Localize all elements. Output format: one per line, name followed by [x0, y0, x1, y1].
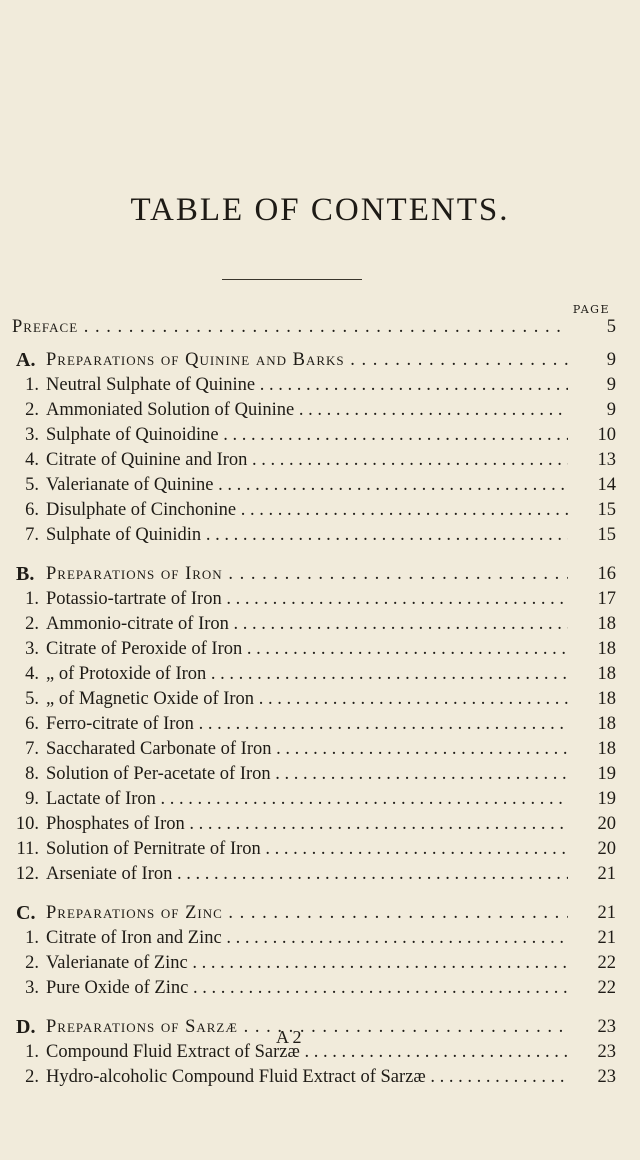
entry-number: 2. — [25, 1067, 39, 1087]
page-number: 23 — [597, 1017, 616, 1037]
entry-title: Preparations of Iron . . . — [46, 562, 568, 586]
page-number: 13 — [597, 450, 616, 470]
entry-title: Ammonio-citrate of Iron . . . — [46, 612, 568, 636]
entry-title: Solution of Per-acetate of Iron . . . — [46, 762, 568, 786]
page-number: 15 — [597, 525, 616, 545]
page-number: 23 — [597, 1042, 616, 1062]
page-number: 22 — [597, 978, 616, 998]
toc-entry — [0, 812, 640, 836]
entry-title: Solution of Pernitrate of Iron . . . — [46, 837, 568, 861]
entry-title: Potassio-tartrate of Iron . . . — [46, 587, 568, 611]
title-rule — [222, 279, 362, 280]
page-number: 18 — [597, 664, 616, 684]
entry-title: Preface . . . — [12, 315, 568, 339]
entry-title: Citrate of Peroxide of Iron . . . — [46, 637, 568, 661]
page-number: 18 — [597, 739, 616, 759]
toc-entry — [0, 687, 640, 711]
page-title: TABLE OF CONTENTS. — [130, 192, 510, 228]
page-number: 17 — [597, 589, 616, 609]
page-number: 18 — [597, 714, 616, 734]
entry-number: 2. — [25, 400, 39, 420]
entry-number: 10. — [15, 814, 39, 834]
page-number: 9 — [606, 350, 616, 370]
section-heading — [0, 562, 640, 586]
toc-entry — [0, 423, 640, 447]
page-number: 15 — [597, 500, 616, 520]
entry-title: Lactate of Iron . . . — [46, 787, 568, 811]
entry-number: 1. — [25, 1042, 39, 1062]
toc-entry — [0, 951, 640, 975]
toc-entry — [0, 976, 640, 1000]
entry-title: Sulphate of Quinoidine . . . — [46, 423, 568, 447]
entry-title: Saccharated Carbonate of Iron . . . — [46, 737, 568, 761]
toc-entry — [0, 662, 640, 686]
section-heading — [0, 901, 640, 925]
page-number: 5 — [606, 317, 616, 337]
entry-number: 3. — [25, 639, 39, 659]
entry-number: 5. — [25, 475, 39, 495]
entry-title: „ of Magnetic Oxide of Iron . . . — [46, 687, 568, 711]
page-number: 20 — [597, 839, 616, 859]
page-number: 9 — [606, 400, 616, 420]
entry-number: 4. — [25, 450, 39, 470]
preface-entry — [0, 315, 640, 339]
toc-entry — [0, 1065, 640, 1089]
entry-number: 7. — [25, 739, 39, 759]
entry-number: 3. — [25, 978, 39, 998]
entry-title: Ammoniated Solution of Quinine . . . — [46, 398, 568, 422]
entry-title: Neutral Sulphate of Quinine . . . — [46, 373, 568, 397]
entry-title: Sulphate of Quinidin . . . — [46, 523, 568, 547]
page-number: 23 — [597, 1067, 616, 1087]
entry-number: 8. — [25, 764, 39, 784]
entry-number: 3. — [25, 425, 39, 445]
section-letter: B. — [16, 563, 35, 585]
page-number: 22 — [597, 953, 616, 973]
entry-title: Preparations of Quinine and Barks . . . — [46, 348, 568, 372]
entry-title: Pure Oxide of Zinc . . . — [46, 976, 568, 1000]
entry-title: Citrate of Iron and Zinc . . . — [46, 926, 568, 950]
entry-number: 1. — [25, 375, 39, 395]
page-number: 21 — [597, 864, 616, 884]
toc-entry — [0, 398, 640, 422]
toc-entry — [0, 587, 640, 611]
page-number: 18 — [597, 614, 616, 634]
toc-entry — [0, 448, 640, 472]
page-number: 18 — [597, 689, 616, 709]
toc-entry — [0, 862, 640, 886]
entry-title: Citrate of Quinine and Iron . . . — [46, 448, 568, 472]
section-heading — [0, 1015, 640, 1039]
toc-entry — [0, 473, 640, 497]
entry-number: 1. — [25, 928, 39, 948]
toc-entry — [0, 637, 640, 661]
page-number: 21 — [597, 903, 616, 923]
page-number: 19 — [597, 789, 616, 809]
entry-title: Hydro-alcoholic Compound Fluid Extract of Sarzæ . . . — [46, 1065, 568, 1089]
entry-number: 9. — [25, 789, 39, 809]
entry-title: Arseniate of Iron . . . — [46, 862, 568, 886]
page-number: 19 — [597, 764, 616, 784]
entry-title: Compound Fluid Extract of Sarzæ . . . — [46, 1040, 568, 1064]
page-number: 10 — [597, 425, 616, 445]
entry-number: 6. — [25, 500, 39, 520]
page-number: 21 — [597, 928, 616, 948]
entry-number: 4. — [25, 664, 39, 684]
entry-number: 1. — [25, 589, 39, 609]
entry-number: 11. — [16, 839, 39, 859]
toc-entry — [0, 712, 640, 736]
page-number: 14 — [597, 475, 616, 495]
page-number: 18 — [597, 639, 616, 659]
page-number: 9 — [606, 375, 616, 395]
section-letter: C. — [16, 902, 36, 924]
entry-number: 6. — [25, 714, 39, 734]
toc-entry — [0, 762, 640, 786]
page-number: 16 — [597, 564, 616, 584]
entry-title: Valerianate of Quinine . . . — [46, 473, 568, 497]
entry-title: Preparations of Sarzæ . . . — [46, 1015, 568, 1039]
toc-entry — [0, 837, 640, 861]
page-column-header: PAGE — [572, 303, 610, 316]
entry-title: Ferro-citrate of Iron . . . — [46, 712, 568, 736]
entry-title: „ of Protoxide of Iron . . . — [46, 662, 568, 686]
toc-entry — [0, 523, 640, 547]
entry-title: Valerianate of Zinc . . . — [46, 951, 568, 975]
section-letter: A. — [16, 349, 36, 371]
toc-entry — [0, 787, 640, 811]
entry-title: Phosphates of Iron . . . — [46, 812, 568, 836]
signature-mark: A 2 — [276, 1027, 302, 1047]
toc-entry — [0, 612, 640, 636]
section-heading — [0, 348, 640, 372]
toc-entry — [0, 737, 640, 761]
entry-number: 7. — [25, 525, 39, 545]
toc-entry — [0, 373, 640, 397]
entry-title: Disulphate of Cinchonine . . . — [46, 498, 568, 522]
entry-title: Preparations of Zinc . . . — [46, 901, 568, 925]
entry-number: 12. — [15, 864, 39, 884]
entry-number: 2. — [25, 614, 39, 634]
entry-number: 2. — [25, 953, 39, 973]
toc-entry — [0, 926, 640, 950]
toc-entry — [0, 1040, 640, 1064]
entry-number: 5. — [25, 689, 39, 709]
section-letter: D. — [16, 1016, 36, 1038]
page-number: 20 — [597, 814, 616, 834]
toc-entry — [0, 498, 640, 522]
